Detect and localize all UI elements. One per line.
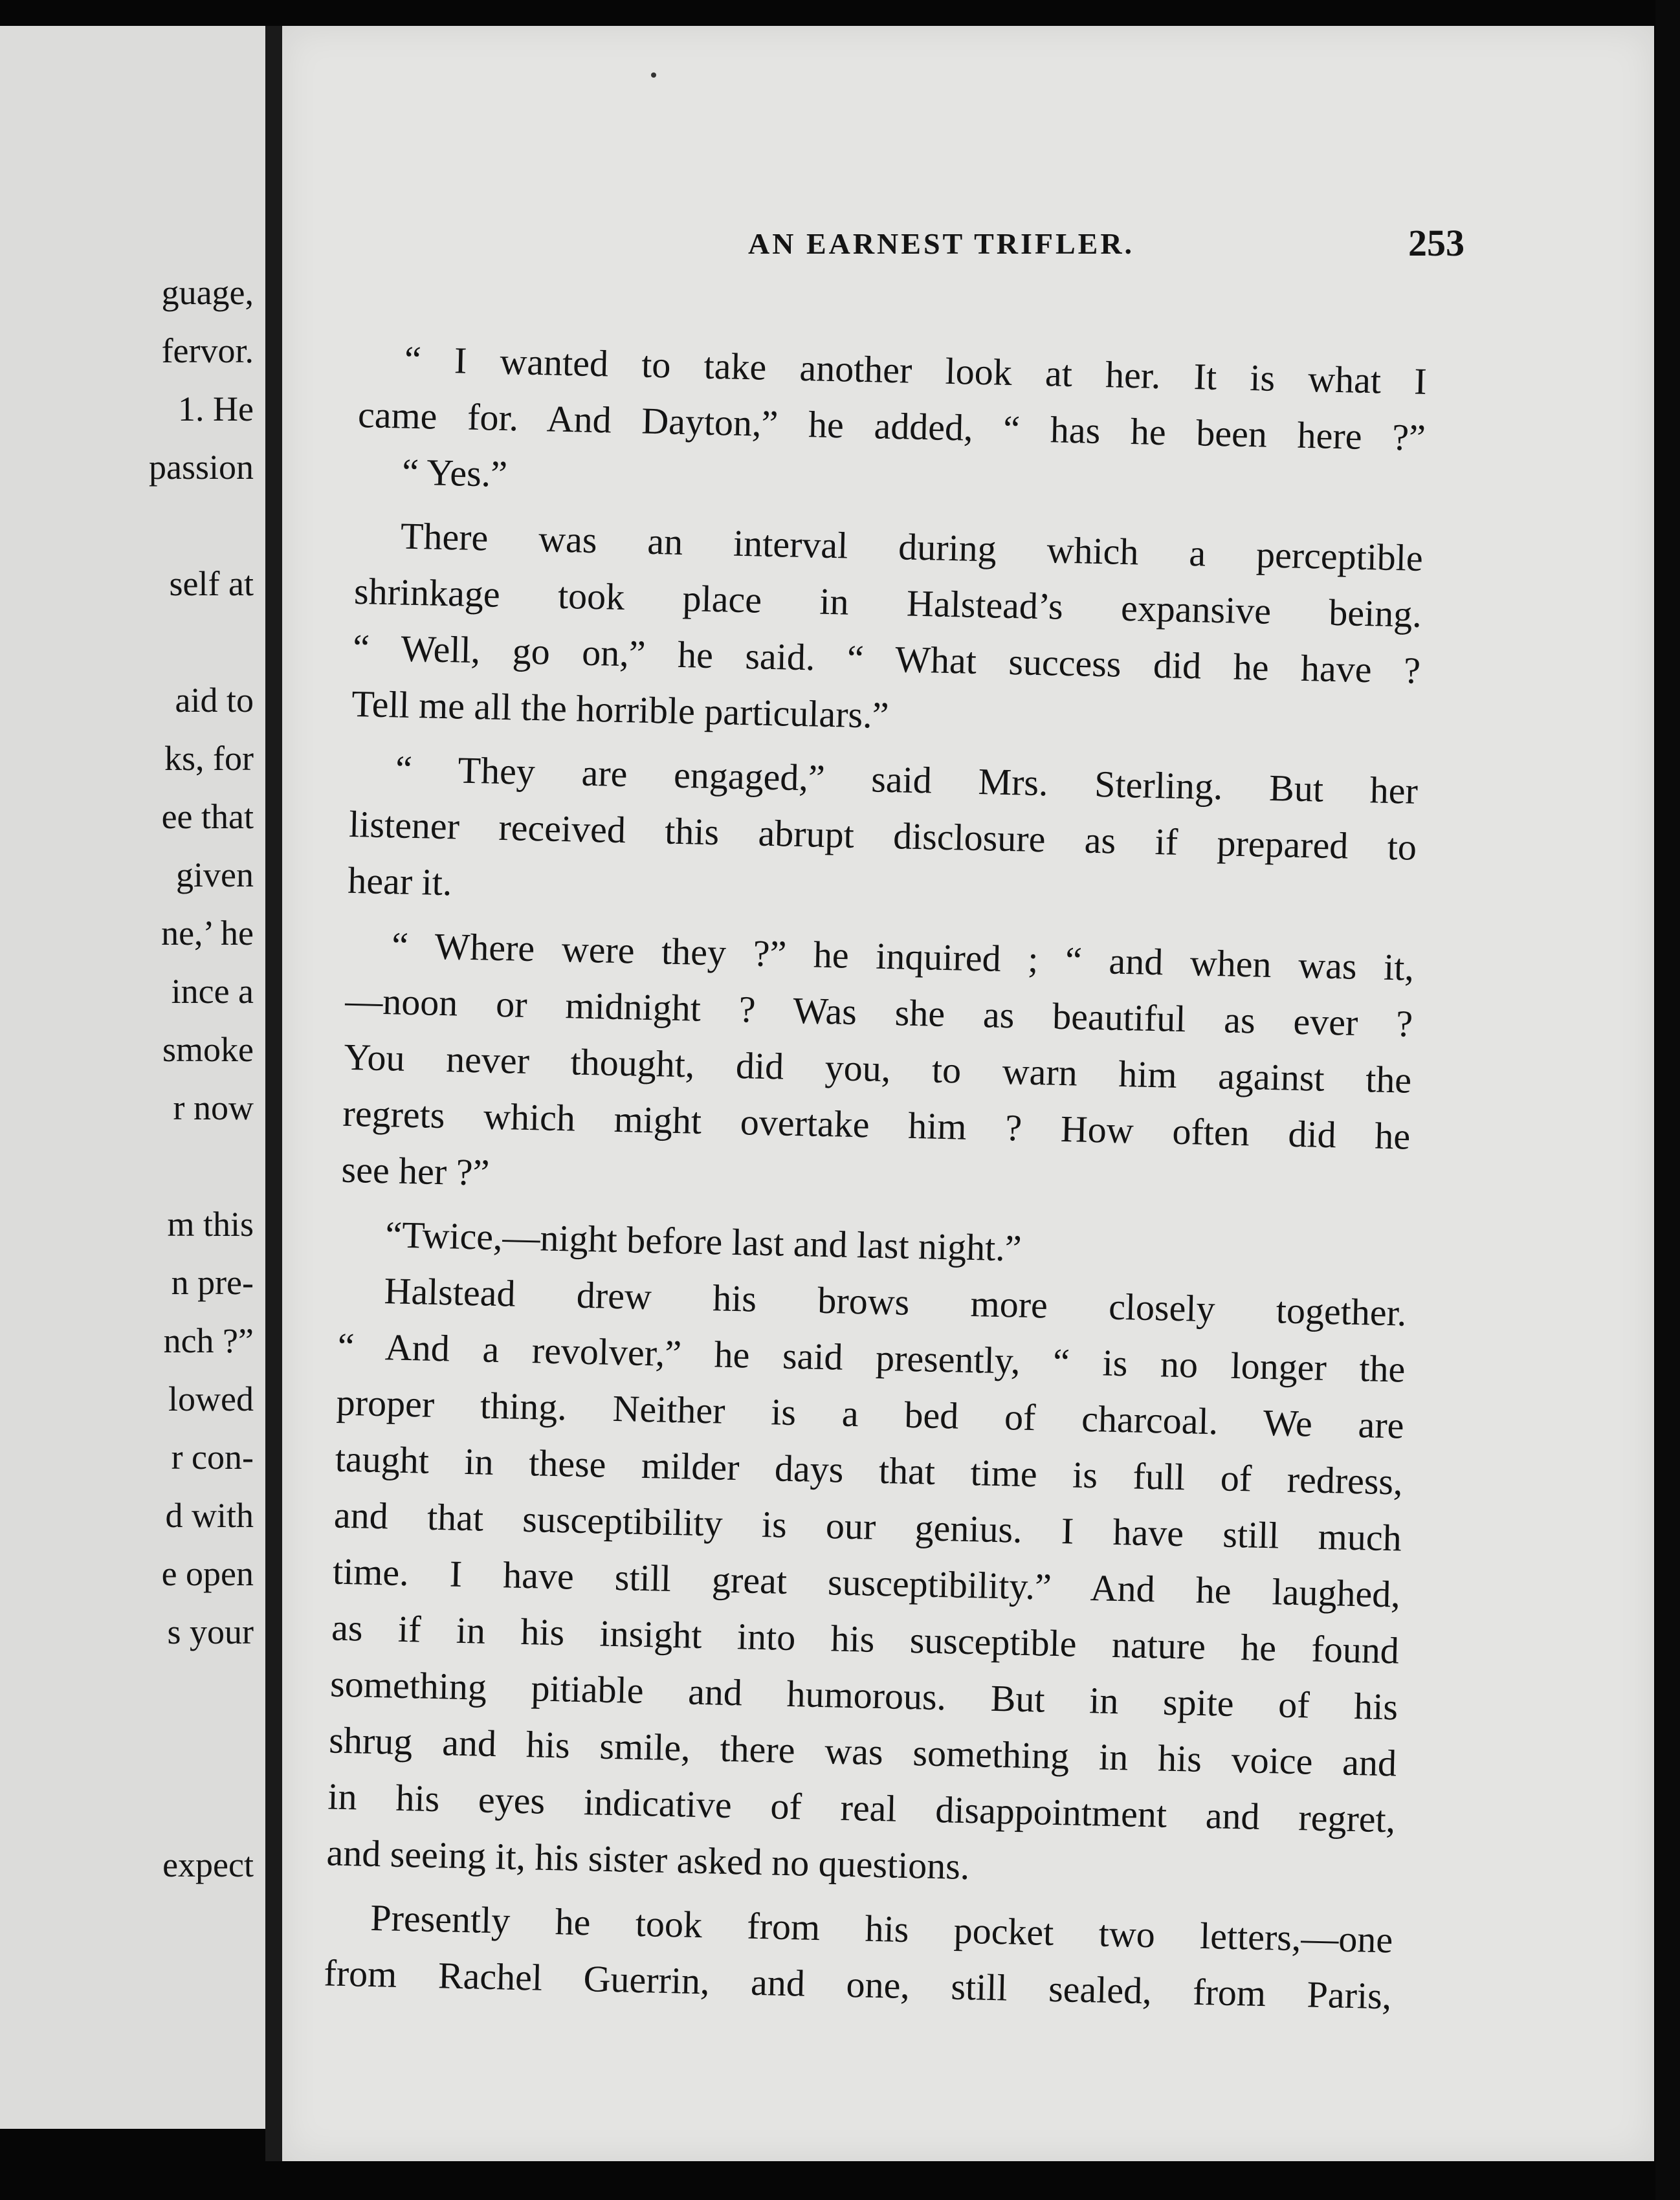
text-line: —noon or midnight ? Was she as beautiful as ever ? — [344, 979, 1413, 1045]
body-text — [324, 330, 1428, 2024]
scan-border — [1655, 0, 1680, 2200]
text-line: “ Yes.” — [401, 450, 508, 496]
text-line: There was an interval during which a perceptible — [400, 514, 1424, 579]
text-line: taught in these milder days that time is full of redress, — [335, 1437, 1404, 1503]
facing-page-text-fragment: ks, for — [164, 739, 254, 778]
text-line: in his eyes indicative of real disappointment and regret, — [327, 1775, 1396, 1841]
text-line: time. I have still great susceptibility.” And he laughed, — [332, 1550, 1401, 1616]
book-page — [282, 26, 1654, 2161]
facing-page-text-fragment: 1. He — [178, 390, 254, 428]
text-line: see her ?” — [340, 1148, 490, 1194]
text-line: Tell me all the horrible particulars.” — [351, 682, 890, 736]
text-line: and seeing it, his sister asked no questions. — [326, 1831, 971, 1888]
text-line: something pitiable and humorous. But in spite of his — [329, 1662, 1398, 1728]
running-title: AN EARNEST TRIFLER. — [748, 227, 1135, 260]
facing-page-text-fragment: ee that — [161, 797, 254, 836]
page-header — [282, 222, 1486, 285]
facing-page-text-fragment: given — [176, 855, 254, 894]
facing-page-text-fragment: r con- — [171, 1438, 254, 1477]
text-line: proper thing. Neither is a bed of charcoal. We are — [336, 1381, 1405, 1447]
facing-page-text-fragment: self at — [169, 564, 254, 603]
facing-page-text-fragment: lowed — [168, 1380, 254, 1418]
text-line: shrinkage took place in Halstead’s expansive being. — [353, 569, 1422, 635]
book-gutter — [265, 26, 282, 2161]
facing-page-text-fragment: guage, — [161, 273, 254, 312]
facing-page-text-fragment: smoke — [162, 1030, 254, 1069]
text-line: “ And a revolver,” he said presently, “ is no longer the — [337, 1325, 1406, 1391]
facing-page-text-fragment: n pre- — [171, 1263, 254, 1302]
facing-page-text-fragment: passion — [149, 448, 254, 487]
text-line: “ Well, go on,” he said. “ What success did he have ? — [352, 626, 1421, 692]
facing-page-text-fragment: e open — [161, 1554, 254, 1593]
text-line: as if in his insight into his susceptible nature he found — [331, 1606, 1400, 1672]
facing-page-fragment — [0, 26, 265, 2129]
text-line: listener received this abrupt disclosure as if prepared to — [348, 802, 1417, 868]
facing-page-text-fragment: m this — [167, 1205, 254, 1244]
text-line: from Rachel Guerrin, and one, still sealed, from Paris, — [323, 1952, 1392, 2018]
facing-page-text-fragment: ince a — [171, 972, 254, 1011]
text-line: and that susceptibility is our genius. I have still much — [333, 1493, 1402, 1559]
facing-page-text-fragment: nch ?” — [163, 1321, 254, 1360]
ink-speck — [651, 72, 656, 78]
text-line: came for. And Dayton,” he added, “ has he been here ?” — [357, 393, 1426, 459]
text-line: shrug and his smile, there was something in his voice and — [328, 1719, 1397, 1785]
facing-page-text-fragment: ne,’ he — [161, 914, 254, 952]
facing-page-text-fragment: expect — [162, 1845, 254, 1884]
text-line: “ Where were they ?” he inquired ; “ and when was it, — [391, 924, 1415, 989]
text-line: Halstead drew his brows more closely together. — [383, 1270, 1407, 1334]
text-line: “ I wanted to take another look at her. It is what I — [404, 338, 1428, 402]
facing-page-text-fragment: d with — [165, 1496, 254, 1535]
facing-page-text-fragment: r now — [173, 1088, 254, 1127]
text-line: “ They are engaged,” said Mrs. Sterling. But her — [395, 747, 1419, 812]
text-line: hear it. — [347, 859, 453, 904]
text-line: regrets which might overtake him ? How often did he — [342, 1092, 1411, 1158]
facing-page-text-fragment: aid to — [175, 681, 254, 720]
page-number: 253 — [1408, 222, 1464, 264]
text-line: Presently he took from his pocket two letters,—one — [370, 1896, 1393, 1961]
text-line: You never thought, did you, to warn him against the — [343, 1035, 1412, 1101]
text-line: “Twice,—night before last and last night.” — [384, 1213, 1022, 1270]
facing-page-text-fragment: s your — [167, 1612, 254, 1651]
facing-page-text-fragment: fervor. — [161, 331, 254, 370]
